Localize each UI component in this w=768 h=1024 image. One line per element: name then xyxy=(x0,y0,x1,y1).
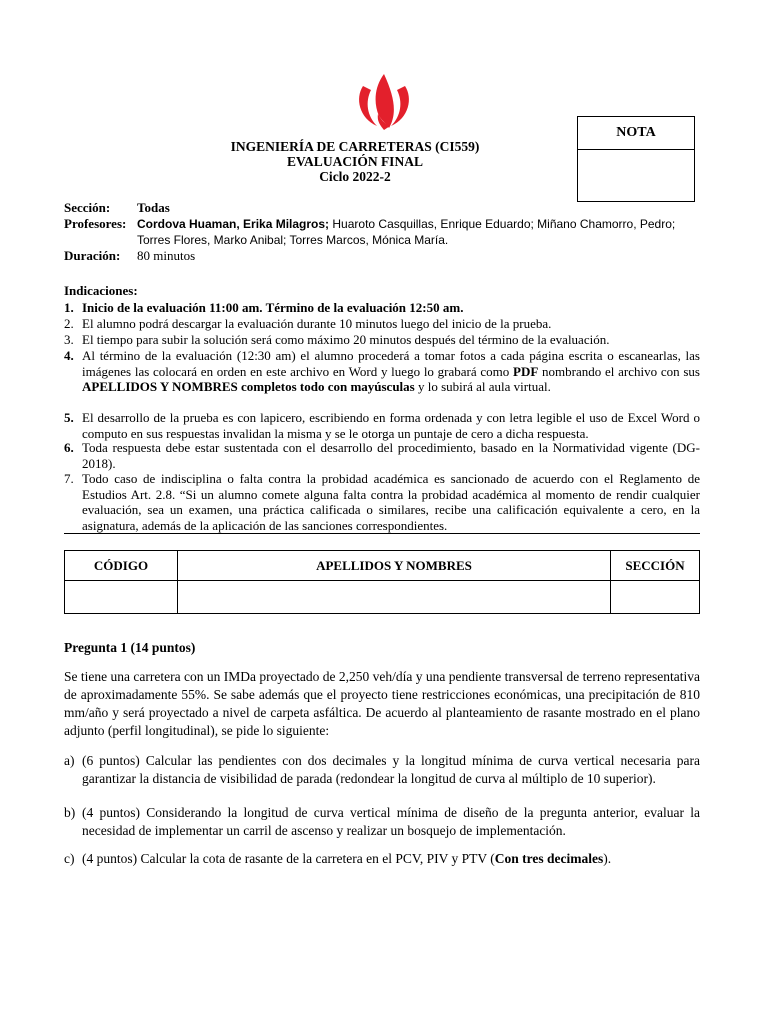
pregunta-1c xyxy=(64,850,700,868)
indicacion-2 xyxy=(64,316,700,332)
indicacion-text: Inicio de la evaluación 11:00 am. Término de la evaluación 12:50 am. xyxy=(82,300,464,315)
item-text: (4 puntos) Calcular la cota de rasante de la carretera en el PCV, PIV y PTV ( xyxy=(82,851,495,866)
item-text: (4 puntos) Considerando la longitud de curva vertical mínima de diseño de la pregunta anterior, evaluar la necesidad de implementar un carril de ascenso y realizar un bosquejo de implementación. xyxy=(82,805,700,838)
codigo-field[interactable] xyxy=(65,581,178,614)
indicacion-num: 4. xyxy=(64,348,74,363)
indicacion-4 xyxy=(64,348,700,395)
duracion-value: 80 minutos xyxy=(137,248,196,263)
indicacion-6 xyxy=(64,440,700,471)
indicacion-num: 3. xyxy=(64,332,74,347)
exam-title: EVALUACIÓN FINAL xyxy=(287,154,423,169)
profesores-rest1: Huaroto Casquillas, Enrique Eduardo; Miñano Chamorro, Pedro; xyxy=(329,217,676,231)
item-letter: a) xyxy=(64,753,75,768)
pregunta-1a xyxy=(64,752,700,788)
indicacion-text: El alumno podrá descargar la evaluación durante 10 minutos luego del inicio de la prueba. xyxy=(82,316,552,331)
nombres-field[interactable] xyxy=(178,581,611,614)
nota-box xyxy=(577,116,695,202)
indicacion-num: 5. xyxy=(64,410,74,425)
cycle-title: Ciclo 2022-2 xyxy=(319,169,391,184)
indicacion-5 xyxy=(64,410,700,441)
indicacion-text: El tiempo para subir la solución será como máximo 20 minutos después del término de la evaluación. xyxy=(82,332,610,347)
divider xyxy=(64,533,700,534)
pregunta-1-intro: Se tiene una carretera con un IMDa proyectado de 2,250 veh/día y una pendiente transversal de terreno representativa de aproximadamente 55%. Se sabe además que el proyecto tiene restricciones económicas, una precipitación de 810 mm/año y será proyectado a nivel de carpeta asfáltica. De acuerdo al planteamiento de rasante mostrado en el plano adjunto (perfil longitudinal), se pide lo siguiente: xyxy=(64,669,700,738)
caps-emphasis: APELLIDOS Y NOMBRES completos todo con mayúsculas xyxy=(82,379,415,394)
profesores-rest2: Torres Flores, Marko Anibal; Torres Marcos, Mónica María. xyxy=(137,233,449,247)
seccion-value: Todas xyxy=(137,200,170,215)
indicacion-1 xyxy=(64,300,700,316)
item-letter: b) xyxy=(64,805,76,820)
indicacion-text: y lo subirá al aula virtual. xyxy=(414,379,551,394)
indicaciones-title: Indicaciones: xyxy=(64,283,138,298)
upc-logo xyxy=(353,72,415,132)
seccion-header: SECCIÓN xyxy=(611,551,700,581)
item-text: ). xyxy=(603,851,612,866)
profesores-label: Profesores: xyxy=(64,216,127,231)
indicacion-num: 2. xyxy=(64,316,74,331)
item-letter: c) xyxy=(64,851,75,866)
profesores-row xyxy=(64,216,704,248)
indicacion-num: 1. xyxy=(64,300,74,315)
nombres-header: APELLIDOS Y NOMBRES xyxy=(178,551,611,581)
seccion-field[interactable] xyxy=(611,581,700,614)
pregunta-1b xyxy=(64,804,700,840)
indicacion-text: El desarrollo de la prueba es con lapicero, escribiendo en forma ordenada y con letra legible el uso de Excel Word o computo en sus respuestas invalidan la misma y se le otorga un puntaje de cero a dicha respuesta. xyxy=(82,410,700,441)
decimals-emphasis: Con tres decimales xyxy=(494,851,604,866)
nota-label: NOTA xyxy=(578,117,694,150)
indicacion-3 xyxy=(64,332,700,348)
course-title: INGENIERÍA DE CARRETERAS (CI559) xyxy=(230,139,480,154)
codigo-header: CÓDIGO xyxy=(65,551,178,581)
indicacion-text: Al término de la evaluación (12:30 am) el alumno procederá a tomar fotos a cada página escrita o escanearlas, las imágenes las colocará en orden en este archivo en Word y luego lo grabará como xyxy=(82,348,700,379)
duracion-label: Duración: xyxy=(64,248,121,263)
item-text: (6 puntos) Calcular las pendientes con dos decimales y la longitud mínima de curva vertical necesaria para garantizar la distancia de visibilidad de parada (redondear la longitud de curva al múltiplo de 10 superior). xyxy=(82,753,700,786)
indicacion-7 xyxy=(64,471,700,533)
indicacion-text: Toda respuesta debe estar sustentada con el desarrollo del procedimiento, basado en la Normatividad vigente (DG-2018). xyxy=(82,440,700,471)
indicacion-num: 7. xyxy=(64,471,74,486)
indicacion-num: 6. xyxy=(64,440,74,455)
pdf-emphasis: PDF xyxy=(513,363,539,379)
indicacion-text: Todo caso de indisciplina o falta contra la probidad académica es sancionado de acuerdo con el Reglamento de Estudios Art. 2.8. “Si un alumno comete alguna falta contra la probidad académica al momento de rendir cualquier evaluación, sea un examen, una práctica calificada o similares, recibe una calificación equivalente a cero, en la asignatura, además de la aplicación de las sanciones correspondientes. xyxy=(82,471,700,533)
seccion-label: Sección: xyxy=(64,200,111,215)
profesor-bold: Cordova Huaman, Erika Milagros; xyxy=(137,217,330,231)
student-info-table xyxy=(64,550,700,614)
pregunta-1-title: Pregunta 1 (14 puntos) xyxy=(64,640,196,655)
indicacion-text: nombrando el archivo con sus xyxy=(538,363,700,379)
